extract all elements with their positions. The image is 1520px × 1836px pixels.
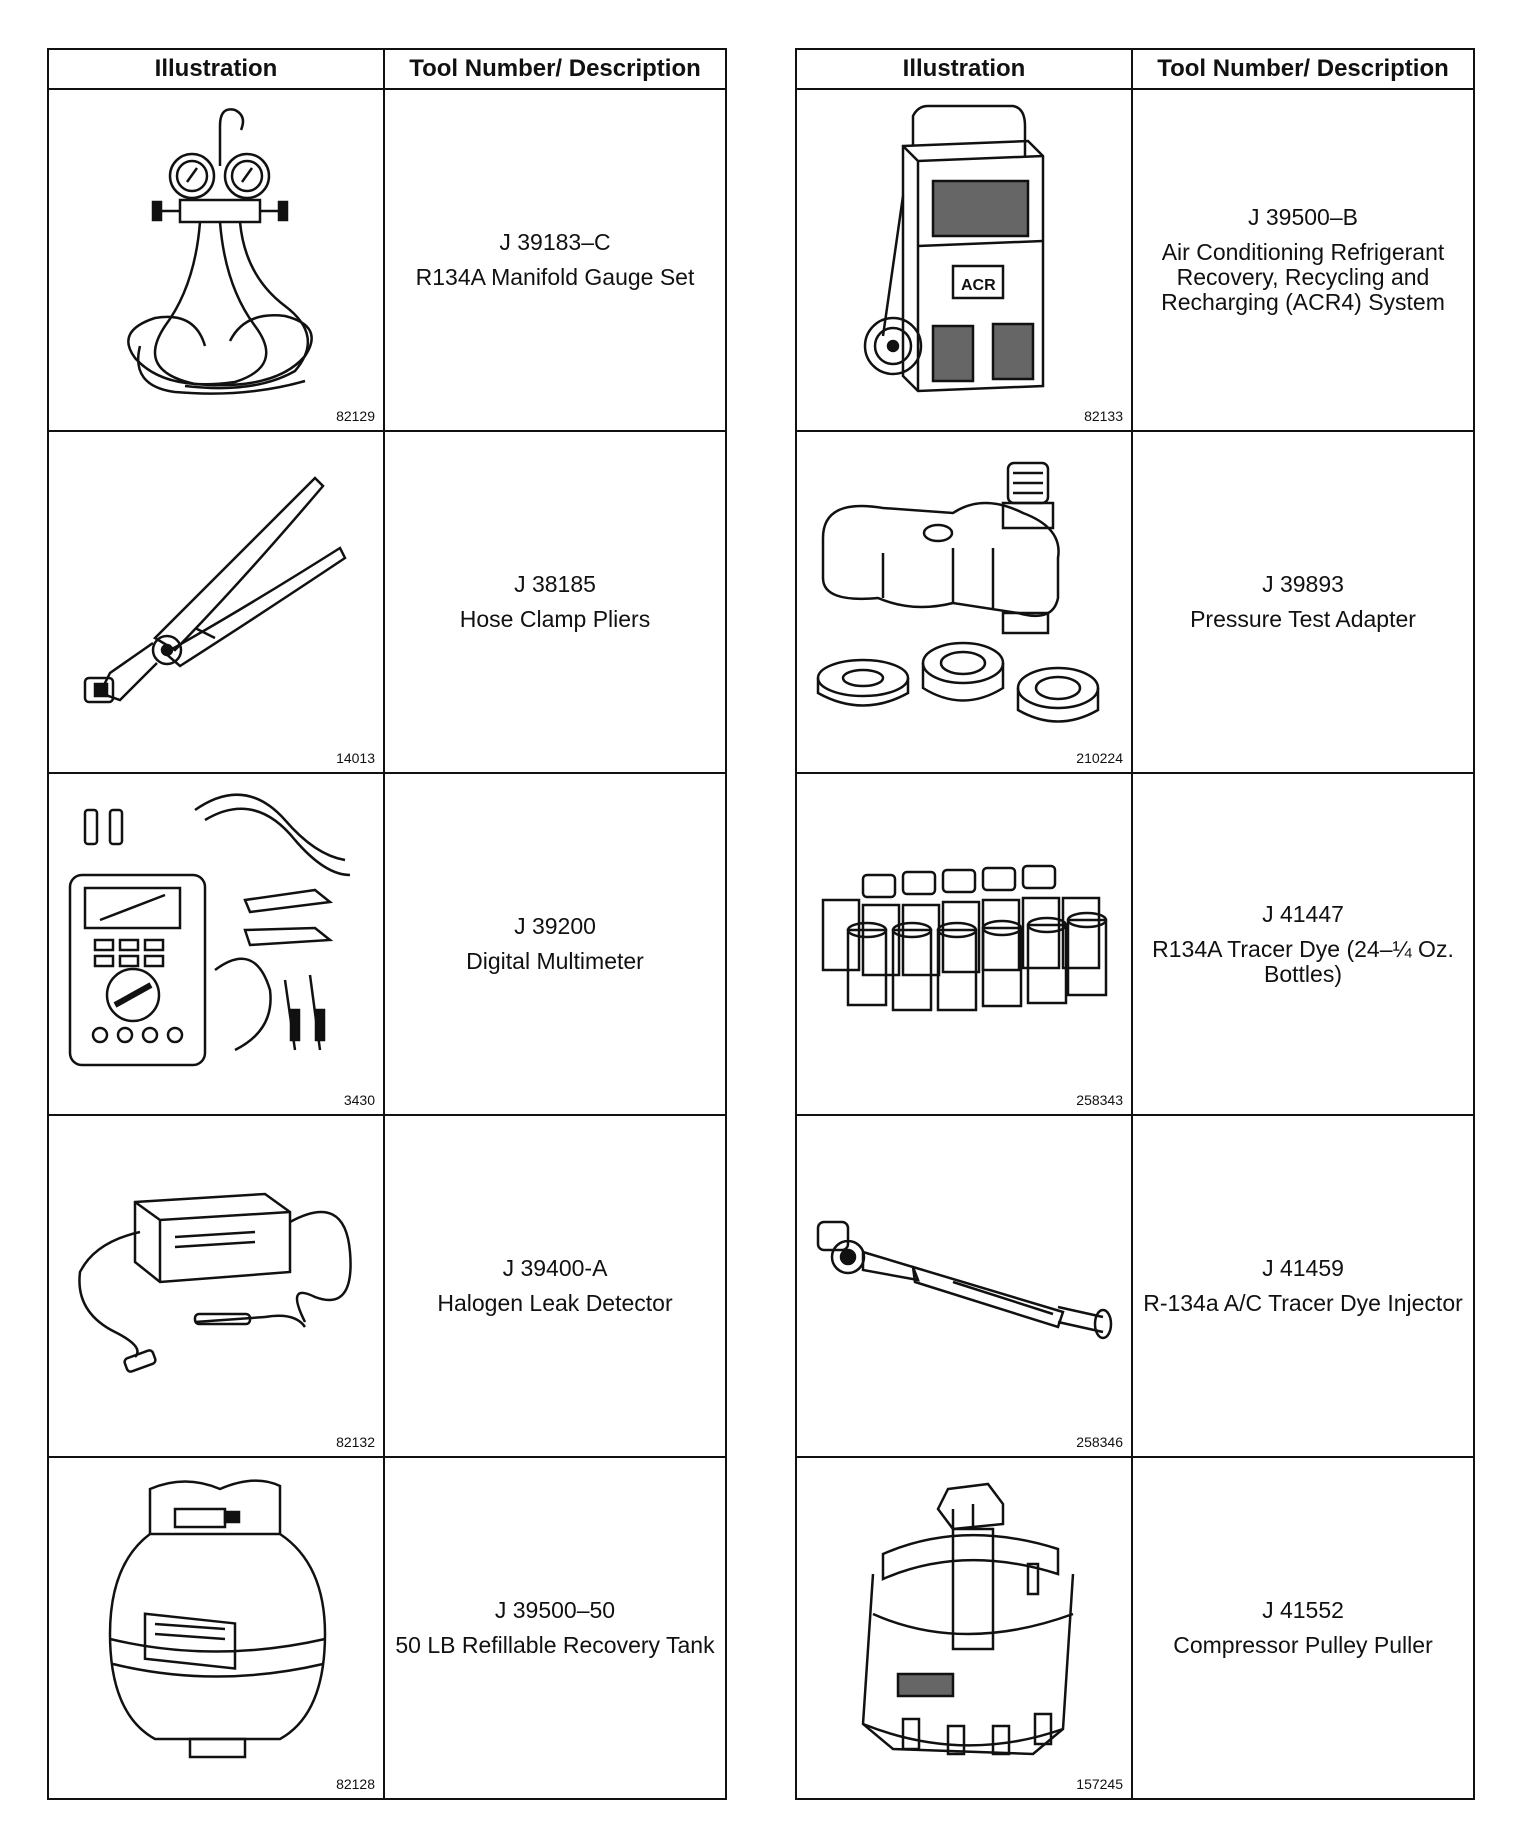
description-cell	[384, 89, 726, 431]
tool-number: J 39893	[1262, 571, 1344, 597]
header-row	[796, 49, 1474, 89]
header-description: Tool Number/ Description	[1132, 49, 1474, 89]
tool-number: J 39500–B	[1248, 204, 1358, 230]
illustration-cell	[48, 1457, 384, 1799]
illustration-cell	[796, 431, 1132, 773]
tool-table-right	[795, 48, 1475, 1800]
description-cell	[384, 1457, 726, 1799]
table-row	[48, 89, 726, 431]
tool-number: J 39400-A	[502, 1255, 608, 1281]
illustration-cell	[48, 1115, 384, 1457]
table-row	[48, 773, 726, 1115]
figure-number: 14013	[336, 750, 375, 766]
manifold-gauge-illustration	[55, 96, 375, 396]
figure-number: 82128	[336, 1776, 375, 1792]
description-cell	[1132, 1457, 1474, 1799]
table-row	[796, 431, 1474, 773]
pressure-adapter-illustration	[803, 438, 1123, 738]
tool-description: Hose Clamp Pliers	[459, 606, 651, 632]
figure-number: 157245	[1076, 1776, 1123, 1792]
tool-number: J 39200	[514, 913, 596, 939]
figure-number: 3430	[343, 1092, 375, 1108]
description-cell	[384, 1115, 726, 1457]
tool-description: Pressure Test Adapter	[1190, 606, 1416, 632]
description-cell	[384, 773, 726, 1115]
header-illustration: Illustration	[796, 49, 1132, 89]
header-row	[48, 49, 726, 89]
illustration-cell	[796, 89, 1132, 431]
hose-clamp-pliers-illustration	[55, 438, 375, 738]
illustration-cell	[48, 773, 384, 1115]
tool-description: 50 LB Refillable Recovery Tank	[395, 1632, 715, 1658]
tool-table-left	[47, 48, 727, 1800]
leak-detector-illustration	[55, 1122, 375, 1422]
tool-number: J 41552	[1262, 1597, 1344, 1623]
figure-number: 82129	[336, 408, 375, 424]
tool-number: J 38185	[514, 571, 596, 597]
tool-number: J 41459	[1262, 1255, 1344, 1281]
figure-number: 210224	[1076, 750, 1123, 766]
tool-description: Halogen Leak Detector	[437, 1290, 673, 1316]
header-description: Tool Number/ Description	[384, 49, 726, 89]
table-row	[796, 89, 1474, 431]
table-row	[48, 431, 726, 773]
tool-description: R-134a A/C Tracer Dye Injector	[1143, 1290, 1463, 1316]
tool-description: Digital Multimeter	[466, 948, 644, 974]
multimeter-illustration	[55, 780, 375, 1080]
header-illustration: Illustration	[48, 49, 384, 89]
tool-number: J 41447	[1262, 900, 1344, 927]
illustration-cell	[796, 1115, 1132, 1457]
illustration-cell	[48, 89, 384, 431]
table-row	[796, 773, 1474, 1115]
description-cell	[1132, 773, 1474, 1115]
table-row	[796, 1115, 1474, 1457]
figure-number: 82133	[1084, 408, 1123, 424]
tool-number: J 39500–50	[494, 1597, 616, 1623]
figure-number: 82132	[336, 1434, 375, 1450]
table-row	[48, 1115, 726, 1457]
tool-number: J 39183–C	[499, 229, 611, 255]
tool-description: R134A Manifold Gauge Set	[415, 264, 695, 290]
dye-injector-illustration	[803, 1122, 1123, 1422]
table-row	[796, 1457, 1474, 1799]
tool-description: Air Conditioning Refrigerant Recovery, Recycling and Recharging (ACR4) System	[1161, 239, 1445, 315]
recovery-tank-illustration	[55, 1464, 375, 1764]
figure-number: 258343	[1076, 1092, 1123, 1108]
table-row	[48, 1457, 726, 1799]
tool-description: R134A Tracer Dye (24–¼ Oz. Bottles)	[1152, 935, 1454, 987]
illustration-cell	[796, 773, 1132, 1115]
description-cell	[1132, 1115, 1474, 1457]
pulley-puller-illustration	[803, 1464, 1123, 1764]
illustration-cell	[796, 1457, 1132, 1799]
description-cell	[1132, 89, 1474, 431]
dye-bottles-illustration	[803, 780, 1123, 1080]
illustration-cell	[48, 431, 384, 773]
tool-description: Compressor Pulley Puller	[1173, 1632, 1433, 1658]
figure-number: 258346	[1076, 1434, 1123, 1450]
acr-logo: ACR	[961, 277, 996, 294]
acr4-machine-illustration	[803, 96, 1123, 396]
description-cell	[384, 431, 726, 773]
description-cell	[1132, 431, 1474, 773]
